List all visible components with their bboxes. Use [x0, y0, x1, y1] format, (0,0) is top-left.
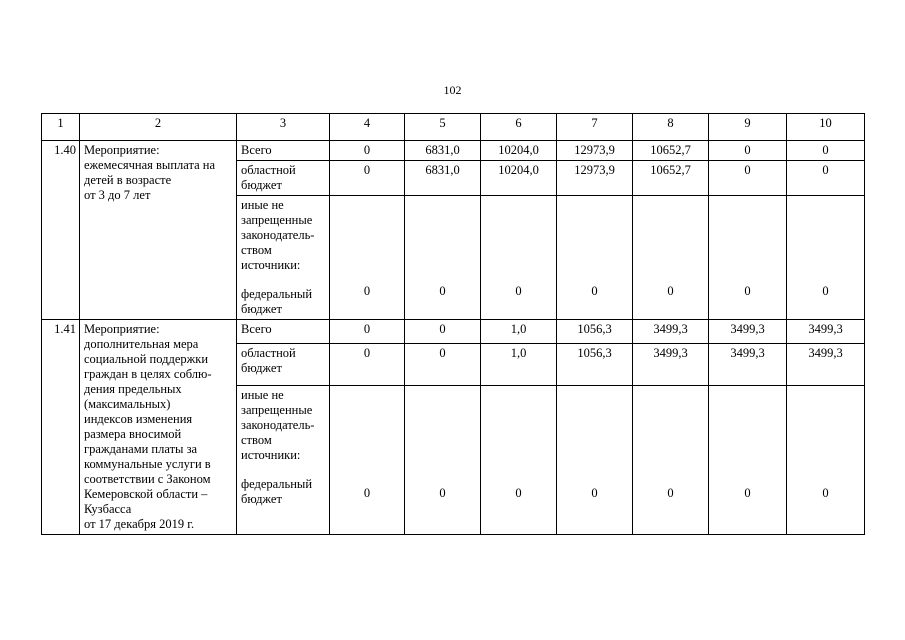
source-text: иные не — [241, 388, 284, 403]
source-text: Всего — [241, 322, 272, 336]
source-label — [237, 386, 330, 535]
source-text: Всего — [241, 143, 272, 157]
desc-line: ежемесячная выплата на — [84, 158, 216, 172]
desc-line: дополнительная мера — [84, 337, 199, 351]
source-text: бюджет — [241, 361, 282, 376]
value-cell: 1,0 — [481, 320, 557, 344]
value-cell: 0 — [787, 141, 865, 161]
page-number: 102 — [443, 83, 462, 97]
value-cell: 0 — [330, 386, 405, 535]
desc-line: от 17 декабря 2019 г. — [84, 517, 195, 531]
value-cell: 0 — [787, 196, 865, 320]
source-label — [237, 141, 330, 161]
desc-line: граждан в целях соблю- — [84, 367, 212, 381]
desc-line: (максимальных) — [84, 397, 171, 411]
desc-line: Кемеровской области – — [84, 487, 208, 501]
source-label — [237, 196, 330, 320]
value-cell: 1,0 — [481, 344, 557, 386]
source-text: запрещенные — [241, 213, 313, 227]
value-cell: 10652,7 — [633, 141, 709, 161]
header-cell: 1 — [42, 114, 80, 141]
desc-line: гражданами платы за — [84, 442, 198, 456]
header-cell: 9 — [709, 114, 787, 141]
desc-line: социальной поддержки — [84, 352, 209, 366]
source-text: источники: — [241, 258, 301, 272]
header-cell: 8 — [633, 114, 709, 141]
header-cell: 10 — [787, 114, 865, 141]
source-label — [237, 344, 330, 386]
value-cell: 6831,0 — [405, 141, 481, 161]
desc-line: индексов изменения — [84, 412, 193, 426]
header-cell: 6 — [481, 114, 557, 141]
header-cell: 2 — [80, 114, 237, 141]
value-cell: 1056,3 — [557, 320, 633, 344]
value-cell: 3499,3 — [633, 344, 709, 386]
desc-line: детей в возрасте — [84, 173, 172, 187]
value-cell: 0 — [481, 196, 557, 320]
source-text: источники: — [241, 448, 301, 463]
source-text: запрещенные — [241, 403, 313, 418]
desc-line: коммунальные услуги в — [84, 457, 211, 471]
value-cell: 3499,3 — [787, 320, 865, 344]
desc-line: Мероприятие: — [84, 322, 160, 336]
table-header-row — [42, 114, 865, 141]
event-description — [80, 320, 237, 535]
value-cell: 0 — [557, 196, 633, 320]
value-cell: 0 — [330, 141, 405, 161]
header-cell: 3 — [237, 114, 330, 141]
desc-line: Кузбасса — [84, 502, 132, 516]
value-cell: 3499,3 — [709, 344, 787, 386]
desc-line: размера вносимой — [84, 427, 182, 441]
source-text: законодатель- — [241, 418, 315, 433]
value-cell: 10204,0 — [481, 141, 557, 161]
header-cell: 4 — [330, 114, 405, 141]
header-cell: 5 — [405, 114, 481, 141]
source-text: законодатель- — [241, 228, 315, 242]
value-cell: 3499,3 — [709, 320, 787, 344]
desc-line: соответствии с Законом — [84, 472, 211, 486]
value-cell: 0 — [633, 196, 709, 320]
value-cell: 0 — [481, 386, 557, 535]
value-cell: 10204,0 — [481, 161, 557, 196]
value-cell: 0 — [405, 386, 481, 535]
row-number: 1.40 — [42, 141, 80, 320]
source-text: бюджет — [241, 302, 282, 316]
source-text: областной — [241, 346, 296, 361]
value-cell: 0 — [709, 141, 787, 161]
source-text: бюджет — [241, 492, 282, 507]
source-text: иные не — [241, 198, 284, 212]
event-description — [80, 141, 237, 320]
value-cell: 10652,7 — [633, 161, 709, 196]
source-text: ством — [241, 243, 272, 257]
value-cell: 0 — [330, 344, 405, 386]
source-text: федеральный — [241, 477, 313, 492]
source-text: областной — [241, 163, 296, 177]
desc-line: от 3 до 7 лет — [84, 188, 151, 202]
value-cell: 12973,9 — [557, 141, 633, 161]
desc-line: Мероприятие: — [84, 143, 160, 157]
value-cell: 0 — [709, 196, 787, 320]
source-text: бюджет — [241, 178, 282, 192]
value-cell: 3499,3 — [787, 344, 865, 386]
value-cell: 0 — [787, 386, 865, 535]
source-text: ством — [241, 433, 272, 448]
value-cell: 0 — [709, 161, 787, 196]
value-cell: 1056,3 — [557, 344, 633, 386]
row-number: 1.41 — [42, 320, 80, 535]
value-cell: 0 — [557, 386, 633, 535]
header-cell: 7 — [557, 114, 633, 141]
value-cell: 0 — [787, 161, 865, 196]
table-row — [42, 320, 865, 344]
value-cell: 0 — [633, 386, 709, 535]
spacer — [241, 463, 325, 477]
table-row — [42, 141, 865, 161]
budget-table — [41, 113, 865, 535]
value-cell: 0 — [330, 196, 405, 320]
spacer — [241, 273, 325, 287]
value-cell: 3499,3 — [633, 320, 709, 344]
value-cell: 0 — [405, 344, 481, 386]
value-cell: 0 — [330, 161, 405, 196]
value-cell: 0 — [405, 196, 481, 320]
value-cell: 12973,9 — [557, 161, 633, 196]
value-cell: 6831,0 — [405, 161, 481, 196]
source-text: федеральный — [241, 287, 313, 301]
value-cell: 0 — [330, 320, 405, 344]
source-label — [237, 320, 330, 344]
value-cell: 0 — [709, 386, 787, 535]
desc-line: дения предельных — [84, 382, 182, 396]
source-label — [237, 161, 330, 196]
value-cell: 0 — [405, 320, 481, 344]
